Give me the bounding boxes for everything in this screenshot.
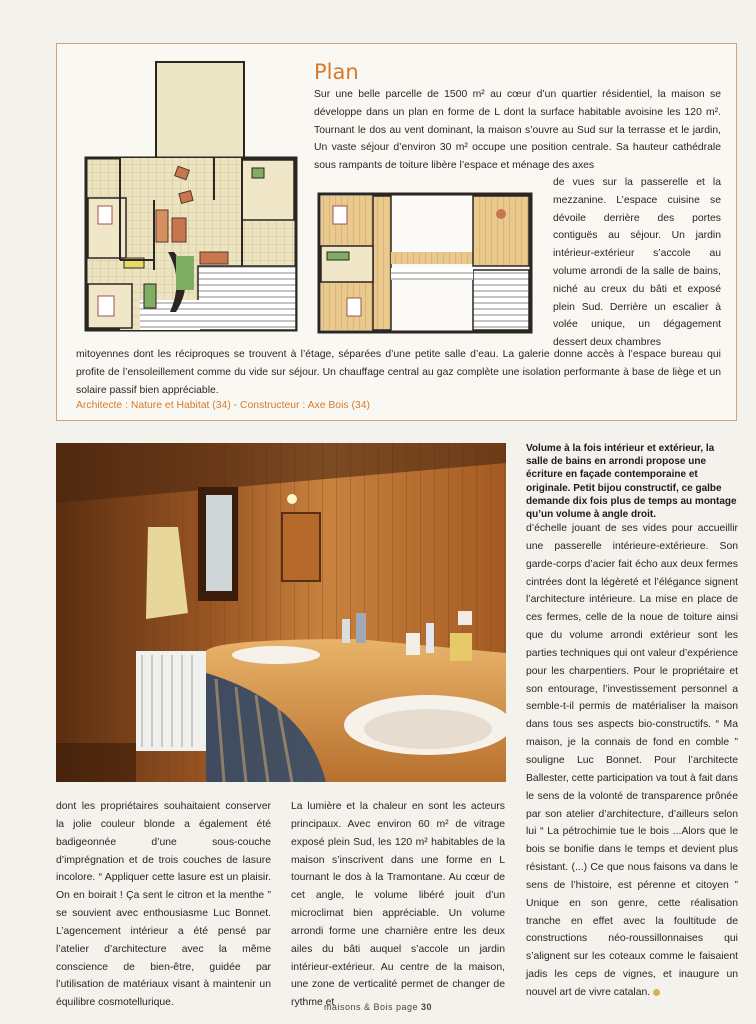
- page-label: page: [395, 1002, 419, 1012]
- column-3-paragraph: d’échelle jouant de ses vides pour accueillir une passerelle intérieure-extérieure. Son garde-corps d’acier fait écho aux deux fermes cintrées dont la légèreté et l’élégance signent l’architecture intérieure. La mise en place de ces fermes, celle de la noue de toiture ainsi que du volume arrondi extérieur sont les parties techniques qui ont valeur d’expérience pour les charpentiers. Pour le propriétaire et son entourage, l’investissement personnel a semble-t-il permis de matérialiser la maison dans tous ses aspects bio-constructifs. “ Ma maison, je la connais de fond en comble ” souligne Luc Bonnet. Pour l’architecte Ballester, cette participation va tout à fait dans le sens de la volonté de transparence prônée par son atelier d’architecture, d’ailleurs selon lui “ La pétrochimie tue le bois ...Alors que le bois se bonifie dans le temps et devient plus résistant. (...) Ce que nous faisons va dans le sens de l’histoire, est pérenne et citoyen ” Unique en son genre, cette réalisation tranche en effet avec la foultitude de constructions néo-roussillonnaises qui s’alignent sur les coteaux comme le faisaient jadis les ceps de vignes, et inaugure un nouvel art de vivre catalan.: [526, 523, 738, 998]
- plan-text-intro: [314, 86, 721, 175]
- end-mark-icon: [653, 989, 660, 996]
- upper-floor-plan: [317, 192, 533, 334]
- plan-paragraph-intro: Sur une belle parcelle de 1500 m² au cœur d’un quartier résidentiel, la maison se développe dans un plan en forme de L dont la surface habitable avoisine les 120 m². Tournant le dos au vent dominant, la maison s’ouvre au Sud sur la terrasse et le jardin, Un vaste séjour d’environ 30 m² occupe une position centrale. Sa hauteur cathédrale sous rampants de toiture libère l’espace et ménage des axes: [314, 89, 721, 172]
- column-2-paragraph: La lumière et la chaleur en sont les acteurs principaux. Avec environ 60 m² de vitrage exposé plein Sud, les 120 m² habitables de la maison s’inscrivent dans une forme en L tournant le dos à la Tramontane. Au cœur de cet angle, le volume libéré jouit d’un microclimat bien appréciable. Un volume arrondi forme une charnière entre les deux ailes du bâti auquel s’accole un jardin intérieur-extérieur. Au centre de la maison, une zone de verticalité permet de changer de rythme et: [291, 801, 505, 1009]
- plan-paragraph-right: de vues sur la passerelle et la mezzanine. L’espace cuisine se dévoile derrière des portes contiguës au séjour. Un jardin intérieur-extérieur s’accole au volume arrondi de la salle de bains, niché au creux du bâti et exposé plein Sud. Derrière un escalier à volée unique, un dégagement dessert deux chambres: [553, 177, 721, 349]
- bathroom-illustration: [56, 443, 506, 782]
- magazine-name: maisons & Bois: [323, 1002, 393, 1012]
- plan-text-right: [553, 174, 721, 352]
- text-column-3: [526, 520, 738, 1002]
- page-number: 30: [421, 1002, 433, 1012]
- plan-title: Plan: [314, 60, 359, 84]
- column-1-paragraph: dont les propriétaires souhaitaient conserver la jolie couleur blonde a également été badigeonnée d’une sous-couche d’imprégnation et de trois couches de lasure incolore. “ Appliquer cette lasure est un plaisir. On en boirait ! Ça sent le citron et la menthe ” se souvient avec enthousiasme Luc Bonnet. L’agencement intérieur a été pensé par l’atelier d’architecture avec la même conscience de bien-être, guidée par l’utilisation de matériaux visant à maintenir un équilibre cosmotellurique.: [56, 801, 271, 1009]
- credits: Architecte : Nature et Habitat (34) - Constructeur : Axe Bois (34): [76, 400, 370, 411]
- text-column-1: [56, 798, 271, 1012]
- ground-floor-plan: [84, 60, 300, 334]
- plan-text-bottom: [76, 346, 721, 399]
- bathroom-photo: [56, 443, 506, 782]
- text-column-2: [291, 798, 505, 1012]
- photo-caption: Volume à la fois intérieur et extérieur, la salle de bains en arrondi propose une écriture en façade contemporaine et originale. Petit bijou constructif, ce galbe demande dix fois plus de temps au montage qu’un volume à angle droit.: [526, 443, 737, 521]
- page-footer: [0, 1002, 756, 1012]
- plan-paragraph-bottom: mitoyennes dont les réciproques se trouvent à l’étage, séparées d’une petite salle d’eau. La galerie donne accès à l’espace bureau qui profite de l’ensoleillement comme du vide sur séjour. Un chauffage central au gaz complète une isolation performante à base de liège et un solaire passif bien appréciable.: [76, 349, 721, 396]
